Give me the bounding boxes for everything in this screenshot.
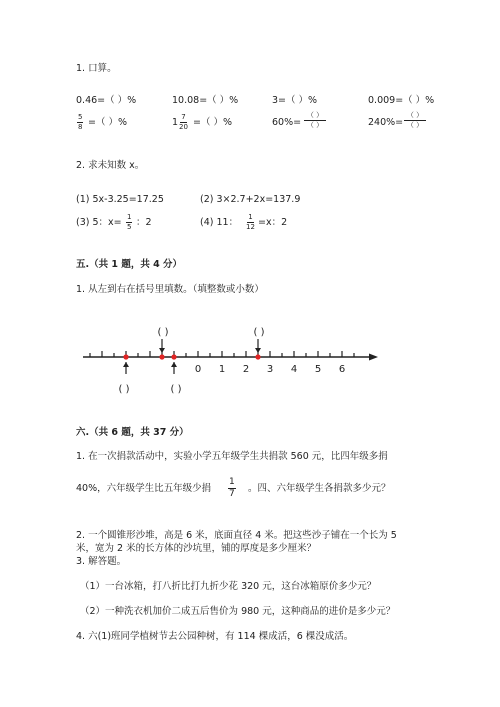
question-3-sub-2: （2）一种洗衣机加价二成五后售价为 980 元，这种商品的进价是多少元？ bbox=[80, 606, 396, 617]
tick-label: 0 bbox=[194, 364, 202, 375]
mental-item-8-blank: （ ） （ ） bbox=[404, 112, 426, 129]
question-1-line-2-start: 40%，六年级学生比五年级少捐 bbox=[76, 483, 212, 494]
tick-label: 1 bbox=[218, 364, 226, 375]
red-point-marker bbox=[255, 354, 260, 359]
mental-item-7-blank: （ ） （ ） bbox=[304, 112, 326, 129]
solve-item-4-prefix: (4) 11： bbox=[200, 217, 239, 228]
solve-item-3-suffix: ：2 bbox=[136, 217, 152, 228]
solve-item-4-suffix: =x：2 bbox=[258, 217, 288, 228]
mental-item-1: 0.46=（ ）% bbox=[76, 95, 137, 106]
mental-item-6-whole: 1 bbox=[172, 117, 179, 128]
mental-item-5-answer: =（ ）% bbox=[88, 117, 128, 128]
tick-label: 3 bbox=[266, 364, 274, 375]
up-arrow-head bbox=[171, 362, 177, 367]
mental-item-6-answer: =（ ）% bbox=[193, 117, 233, 128]
question-1-line-1: 1. 在一次捐款活动中，实验小学五年级学生共捐款 560 元，比四年级多捐 bbox=[76, 451, 388, 462]
solve-item-1: (1) 5x-3.25=17.25 bbox=[76, 194, 164, 205]
answer-bracket: ( ) bbox=[118, 384, 130, 395]
answer-bracket: ( ) bbox=[253, 327, 265, 338]
mental-item-3: 3=（ ）% bbox=[272, 95, 318, 106]
solve-item-3-fraction: $\frac{1}{5}$ bbox=[127, 213, 132, 231]
mental-item-8-prefix: 240%= bbox=[368, 117, 404, 128]
solve-item-2: (2) 3×2.7+2x=137.9 bbox=[200, 194, 301, 205]
question-2-line-1: 2. 一个圆锥形沙堆，高是 6 米，底面直径 4 米。把这些沙子铺在一个长为 5 bbox=[76, 530, 397, 541]
up-arrow-head bbox=[123, 362, 129, 367]
mental-item-4: 0.009=（ ）% bbox=[368, 95, 435, 106]
tick-label: 2 bbox=[242, 364, 250, 375]
tick-label: 4 bbox=[290, 364, 298, 375]
answer-bracket: ( ) bbox=[157, 327, 169, 338]
question-2-line-2: 米，宽为 2 米的长方体的沙坑里，铺的厚度是多少厘米？ bbox=[76, 543, 317, 554]
solve-item-3-prefix: (3) 5：x= bbox=[76, 217, 122, 228]
solve-item-4-fraction: $\frac{1}{12}$ bbox=[246, 213, 255, 231]
question-3-sub-1: （1）一台冰箱，打八折比打九折少花 320 元，这台冰箱原价多少元？ bbox=[80, 581, 377, 592]
question-1-line-2-end: 。四、六年级学生各捐款多少元？ bbox=[248, 483, 391, 494]
question-4: 4. 六(1)班同学植树节去公园种树，有 114 棵成活，6 棵没成活。 bbox=[76, 631, 354, 642]
down-arrow-head bbox=[255, 348, 261, 353]
answer-bracket: ( ) bbox=[170, 384, 182, 395]
tick-label: 6 bbox=[338, 364, 346, 375]
question-3-heading: 3. 解答题。 bbox=[76, 556, 127, 567]
tick-label: 5 bbox=[314, 364, 322, 375]
down-arrow-head bbox=[159, 348, 165, 353]
question-1-fraction: $\frac{1}{7}$ bbox=[229, 477, 235, 499]
section-title-six: 六.（共 6 题，共 37 分） bbox=[76, 427, 189, 438]
mental-item-2: 10.08=（ ）% bbox=[172, 95, 239, 106]
question-heading-mental-math: 1. 口算。 bbox=[76, 63, 117, 74]
mental-item-6-fraction: $\frac{7}{20}$ bbox=[179, 113, 188, 131]
section-title-five: 五.（共 1 题，共 4 分） bbox=[76, 259, 183, 270]
red-point-marker bbox=[171, 354, 176, 359]
mental-item-5-fraction: $\frac{5}{8}$ bbox=[78, 113, 83, 131]
red-point-marker bbox=[123, 354, 128, 359]
question-number-line: 1. 从左到右在括号里填数。（填整数或小数） bbox=[76, 284, 264, 295]
question-heading-solve: 2. 求未知数 x。 bbox=[76, 160, 145, 171]
number-line-arrowhead bbox=[369, 354, 378, 361]
red-point-marker bbox=[159, 354, 164, 359]
mental-item-7-prefix: 60%= bbox=[272, 117, 302, 128]
